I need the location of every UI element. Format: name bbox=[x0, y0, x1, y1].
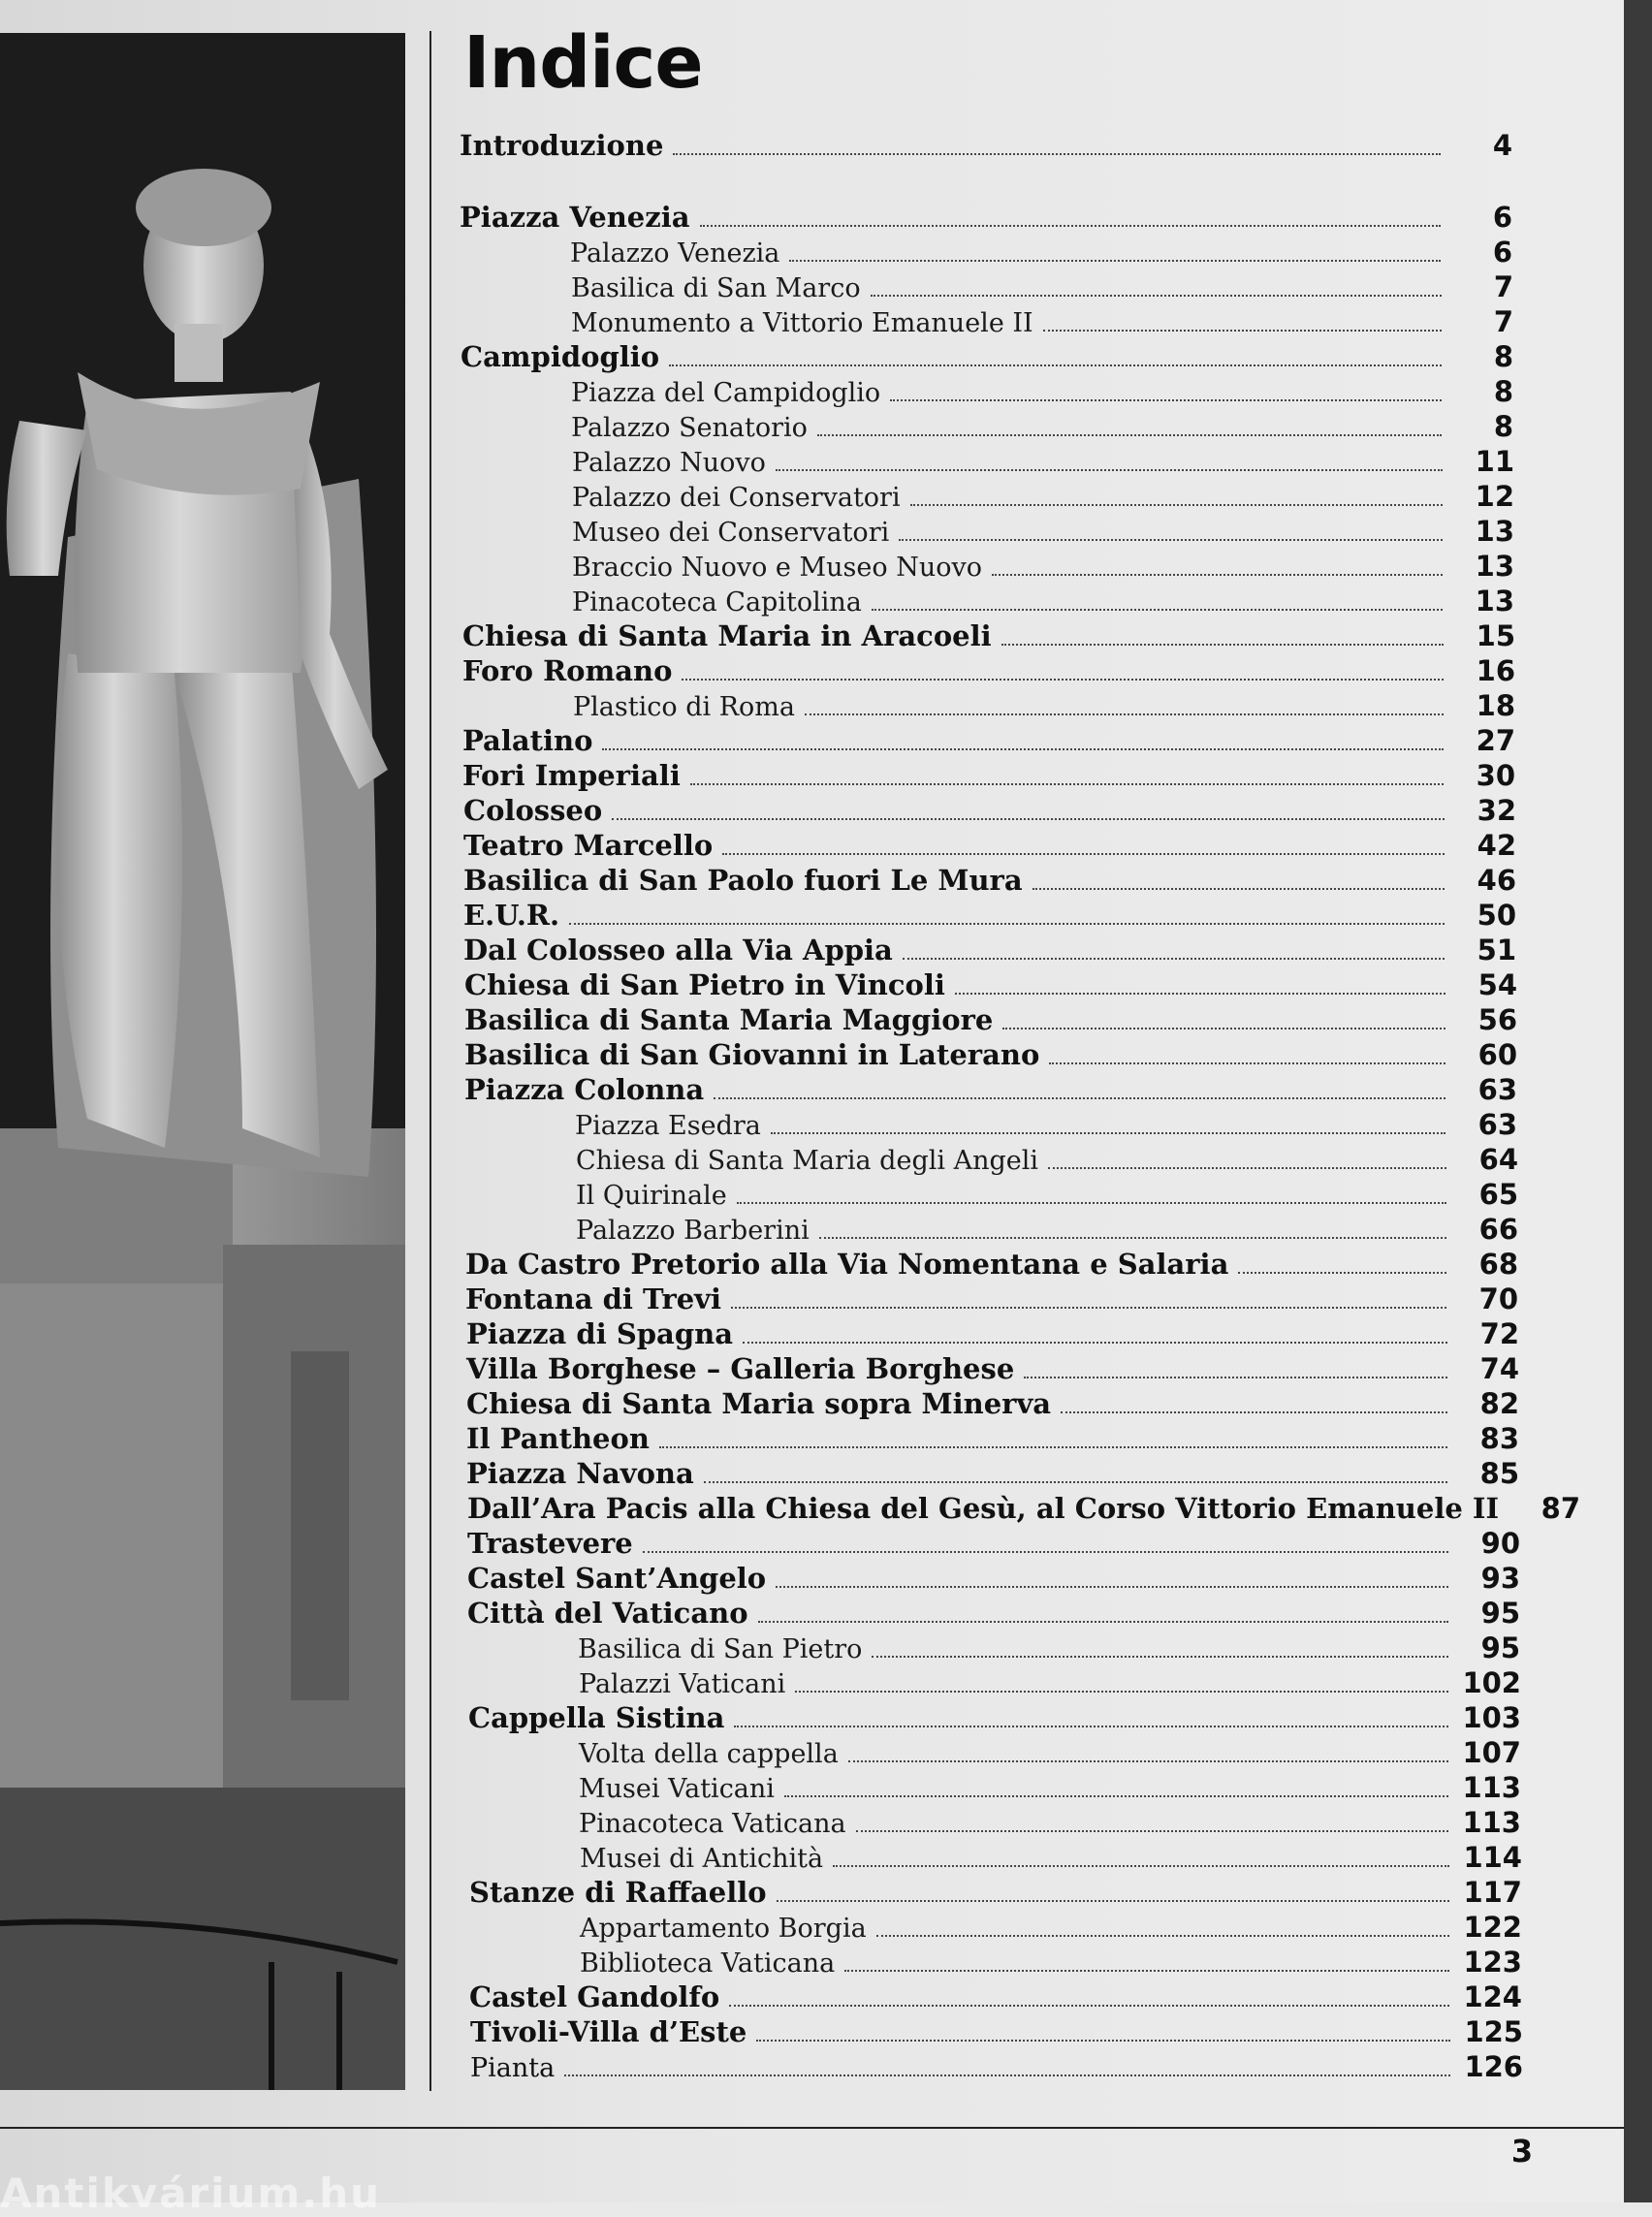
toc-entry[interactable] bbox=[462, 723, 1515, 758]
toc-entry[interactable] bbox=[460, 200, 1512, 235]
toc-entry-title: Dal Colosseo alla Via Appia bbox=[463, 934, 893, 966]
toc-entry[interactable] bbox=[579, 1805, 1521, 1840]
toc-entry[interactable] bbox=[463, 828, 1516, 863]
toc-entry-title: Trastevere bbox=[467, 1527, 633, 1560]
toc-entry-page: 60 bbox=[1477, 1038, 1517, 1071]
toc-entry[interactable] bbox=[466, 1421, 1519, 1456]
toc-entry-title: Fontana di Trevi bbox=[465, 1283, 722, 1315]
toc-entry[interactable] bbox=[576, 1177, 1518, 1212]
dot-leader bbox=[819, 1237, 1446, 1239]
dot-leader bbox=[899, 539, 1443, 541]
toc-entry[interactable] bbox=[465, 1282, 1518, 1316]
toc-entry-title: Piazza Navona bbox=[466, 1457, 694, 1490]
toc-entry-page: 13 bbox=[1475, 550, 1514, 583]
toc-entry[interactable] bbox=[469, 1979, 1522, 2014]
toc-entry-page: 30 bbox=[1476, 759, 1515, 792]
toc-entry-page: 42 bbox=[1477, 829, 1516, 862]
toc-entry-title: Palazzo Nuovo bbox=[572, 448, 766, 478]
toc-entry-page: 13 bbox=[1475, 585, 1514, 618]
toc-entry-page: 7 bbox=[1493, 305, 1513, 338]
toc-entry-title: Plastico di Roma bbox=[573, 692, 795, 722]
toc-entry[interactable] bbox=[464, 1002, 1517, 1037]
toc-entry-page: 68 bbox=[1478, 1248, 1518, 1281]
toc-entry-page: 4 bbox=[1492, 129, 1512, 162]
toc-entry-page: 65 bbox=[1478, 1178, 1518, 1211]
toc-entry[interactable] bbox=[467, 1526, 1520, 1561]
toc-entry[interactable] bbox=[572, 584, 1514, 618]
dot-leader bbox=[731, 1307, 1446, 1309]
toc-entry-title: Piazza Colonna bbox=[464, 1073, 705, 1106]
toc-entry[interactable] bbox=[571, 409, 1513, 444]
toc-entry-title: E.U.R. bbox=[463, 899, 560, 932]
toc-entry[interactable] bbox=[576, 1142, 1518, 1177]
dot-leader bbox=[789, 260, 1441, 262]
toc-entry[interactable] bbox=[462, 758, 1515, 793]
toc-entry-title: Foro Romano bbox=[462, 654, 673, 687]
dot-leader bbox=[643, 1551, 1448, 1553]
toc-entry-page: 85 bbox=[1479, 1457, 1519, 1490]
dot-leader bbox=[659, 1446, 1447, 1448]
toc-entry[interactable] bbox=[572, 514, 1514, 549]
toc-entry-title: Musei di Antichità bbox=[580, 1844, 824, 1874]
toc-entry[interactable] bbox=[575, 1107, 1517, 1142]
dot-leader bbox=[682, 679, 1444, 681]
dot-leader bbox=[564, 2074, 1450, 2076]
toc-entry-title: Chiesa di Santa Maria degli Angeli bbox=[576, 1146, 1038, 1176]
dot-leader bbox=[758, 1621, 1448, 1623]
toc-entry[interactable] bbox=[462, 653, 1515, 688]
toc-entry-page: 51 bbox=[1477, 934, 1516, 966]
dot-leader bbox=[1001, 644, 1444, 646]
toc-entry-page: 72 bbox=[1479, 1317, 1519, 1350]
toc-entry-title: Il Quirinale bbox=[576, 1181, 727, 1211]
dot-leader bbox=[714, 1097, 1446, 1099]
dot-leader bbox=[1043, 330, 1442, 332]
toc-entry[interactable] bbox=[578, 1631, 1520, 1665]
toc-entry-title: Basilica di Santa Maria Maggiore bbox=[464, 1003, 994, 1036]
dot-leader bbox=[833, 1865, 1449, 1867]
toc-entry-title: Appartamento Borgia bbox=[580, 1914, 867, 1944]
toc-entry-title: Cappella Sistina bbox=[468, 1701, 725, 1734]
dot-leader bbox=[817, 434, 1442, 436]
dot-leader bbox=[776, 469, 1443, 471]
dot-leader bbox=[737, 1202, 1446, 1204]
dot-leader bbox=[1032, 888, 1445, 890]
toc-entry-title: Piazza del Campidoglio bbox=[571, 378, 881, 408]
toc-entry[interactable] bbox=[461, 339, 1513, 374]
toc-entry-title: Volta della cappella bbox=[579, 1739, 839, 1769]
toc-entry-title: Colosseo bbox=[463, 794, 603, 827]
toc-entry-page: 18 bbox=[1476, 689, 1515, 722]
toc-entry-page: 83 bbox=[1479, 1422, 1519, 1455]
dot-leader bbox=[805, 713, 1444, 715]
toc-entry[interactable] bbox=[572, 479, 1514, 514]
toc-entry[interactable] bbox=[463, 898, 1516, 933]
dot-leader bbox=[872, 1656, 1448, 1658]
toc-entry-title: Basilica di San Pietro bbox=[578, 1634, 863, 1664]
dot-leader bbox=[872, 609, 1443, 611]
page-edge bbox=[1624, 0, 1652, 2202]
toc-entry-page: 103 bbox=[1462, 1701, 1521, 1734]
toc-entry-title: Castel Sant’Angelo bbox=[467, 1562, 767, 1595]
toc-entry[interactable] bbox=[579, 1665, 1521, 1700]
toc-entry-page: 32 bbox=[1477, 794, 1516, 827]
toc-entry-page: 46 bbox=[1477, 864, 1516, 897]
dot-leader bbox=[910, 504, 1443, 506]
dot-leader bbox=[784, 1795, 1449, 1797]
dot-leader bbox=[856, 1830, 1449, 1832]
toc-entry[interactable] bbox=[466, 1386, 1519, 1421]
toc-entry-title: Basilica di San Paolo fuori Le Mura bbox=[463, 864, 1023, 897]
toc-entry-page: 117 bbox=[1463, 1876, 1522, 1909]
toc-entry-title: Chiesa di Santa Maria sopra Minerva bbox=[466, 1387, 1052, 1420]
toc-entry-page: 27 bbox=[1476, 724, 1515, 757]
dot-leader bbox=[722, 853, 1445, 855]
toc-entry[interactable] bbox=[571, 269, 1513, 304]
toc-entry-page: 114 bbox=[1463, 1841, 1522, 1874]
toc-entry-title: Palazzi Vaticani bbox=[579, 1669, 786, 1699]
toc-entry-page: 64 bbox=[1478, 1143, 1518, 1176]
toc-entry[interactable] bbox=[464, 1037, 1517, 1072]
toc-entry-page: 113 bbox=[1462, 1771, 1521, 1804]
toc-entry-page: 11 bbox=[1475, 445, 1514, 478]
dot-leader bbox=[756, 2040, 1450, 2042]
toc-entry-title: Musei Vaticani bbox=[579, 1774, 775, 1804]
toc-entry-title: Piazza Esedra bbox=[575, 1111, 761, 1141]
toc-entry[interactable] bbox=[463, 863, 1516, 898]
toc-entry[interactable] bbox=[572, 549, 1514, 584]
toc-entry-title: Pinacoteca Capitolina bbox=[572, 587, 862, 618]
dot-leader bbox=[1048, 1167, 1446, 1169]
toc-entry[interactable] bbox=[579, 1770, 1521, 1805]
toc-entry[interactable] bbox=[570, 235, 1512, 269]
page-title: Indice bbox=[463, 21, 703, 105]
dot-leader bbox=[1061, 1411, 1447, 1413]
dot-leader bbox=[569, 923, 1445, 925]
toc-entry[interactable] bbox=[467, 1596, 1520, 1631]
toc-entry-page: 124 bbox=[1463, 1980, 1522, 2013]
toc-entry-page: 93 bbox=[1480, 1562, 1520, 1595]
toc-entry-page: 8 bbox=[1493, 340, 1513, 373]
toc-entry-page: 7 bbox=[1493, 270, 1513, 303]
dot-leader bbox=[844, 1970, 1449, 1972]
toc-entry[interactable] bbox=[464, 967, 1517, 1002]
dot-leader bbox=[1002, 1028, 1446, 1029]
toc-entry-title: Palazzo Venezia bbox=[570, 238, 780, 269]
toc-entry[interactable] bbox=[465, 1247, 1518, 1282]
toc-entry[interactable] bbox=[464, 1072, 1517, 1107]
toc-entry[interactable] bbox=[466, 1316, 1519, 1351]
toc-entry-page: 107 bbox=[1462, 1736, 1521, 1769]
toc-entry[interactable] bbox=[467, 1491, 1581, 1526]
toc-entry-page: 63 bbox=[1477, 1073, 1517, 1106]
dot-leader bbox=[771, 1132, 1446, 1134]
toc-entry-page: 63 bbox=[1477, 1108, 1517, 1141]
toc-entry-title: Pianta bbox=[470, 2053, 556, 2083]
toc-entry-title: Piazza di Spagna bbox=[466, 1317, 733, 1350]
toc-entry[interactable] bbox=[571, 304, 1513, 339]
toc-entry-page: 123 bbox=[1463, 1946, 1522, 1979]
dot-leader bbox=[704, 1481, 1447, 1483]
toc-entry[interactable] bbox=[571, 374, 1513, 409]
toc-entry-title: Villa Borghese – Galleria Borghese bbox=[466, 1352, 1015, 1385]
toc-entry-title: Pinacoteca Vaticana bbox=[579, 1809, 846, 1839]
toc-entry-title: Monumento a Vittorio Emanuele II bbox=[571, 308, 1033, 338]
dot-leader bbox=[871, 295, 1442, 297]
dot-leader bbox=[700, 225, 1441, 227]
toc-entry-page: 102 bbox=[1462, 1666, 1521, 1699]
toc-entry-page: 70 bbox=[1478, 1283, 1518, 1315]
toc-entry[interactable] bbox=[463, 933, 1516, 967]
dot-leader bbox=[992, 574, 1443, 576]
toc-entry[interactable] bbox=[470, 2014, 1523, 2049]
toc-entry-title: Tivoli-Villa d’Este bbox=[470, 2015, 747, 2048]
toc-entry-page: 15 bbox=[1476, 619, 1515, 652]
toc-entry-page: 126 bbox=[1464, 2050, 1523, 2083]
toc-entry-page: 82 bbox=[1479, 1387, 1519, 1420]
toc-entry-title: Il Pantheon bbox=[466, 1422, 650, 1455]
toc-entry-title: Palatino bbox=[462, 724, 593, 757]
toc-entry[interactable] bbox=[466, 1351, 1519, 1386]
dot-leader bbox=[890, 399, 1442, 401]
toc-entry-page: 8 bbox=[1493, 375, 1513, 408]
toc-entry[interactable] bbox=[572, 444, 1514, 479]
dot-leader bbox=[1024, 1377, 1447, 1378]
dot-leader bbox=[1049, 1062, 1446, 1064]
dot-leader bbox=[612, 818, 1445, 820]
toc-entry-title: Piazza Venezia bbox=[460, 201, 690, 234]
dot-leader bbox=[1238, 1272, 1446, 1274]
toc-entry[interactable] bbox=[469, 1875, 1522, 1910]
toc-entry[interactable] bbox=[579, 1735, 1521, 1770]
toc-entry-page: 90 bbox=[1480, 1527, 1520, 1560]
watermark: Antikvárium.hu bbox=[0, 2169, 382, 2217]
dot-leader bbox=[955, 993, 1446, 995]
toc-entry-title: Basilica di San Giovanni in Laterano bbox=[464, 1038, 1040, 1071]
toc-entry-page: 56 bbox=[1477, 1003, 1517, 1036]
dot-leader bbox=[673, 153, 1441, 155]
toc-entry-page: 95 bbox=[1480, 1631, 1520, 1664]
toc-entry-page: 6 bbox=[1492, 201, 1512, 234]
toc-entry-title: Palazzo Barberini bbox=[576, 1216, 810, 1246]
page-number: 3 bbox=[1510, 2133, 1534, 2169]
dot-leader bbox=[729, 2005, 1449, 2007]
toc-entry[interactable] bbox=[467, 1561, 1520, 1596]
toc-entry-title: Chiesa di San Pietro in Vincoli bbox=[464, 968, 945, 1001]
dot-leader bbox=[602, 748, 1444, 750]
toc-entry[interactable] bbox=[470, 2049, 1523, 2084]
toc-entry-title: Braccio Nuovo e Museo Nuovo bbox=[572, 553, 982, 583]
toc-entry[interactable] bbox=[580, 1910, 1522, 1945]
toc-entry-page: 8 bbox=[1493, 410, 1513, 443]
dot-leader bbox=[848, 1760, 1449, 1762]
toc-entry-page: 95 bbox=[1480, 1597, 1520, 1630]
toc-entry-page: 66 bbox=[1478, 1213, 1518, 1246]
dot-leader bbox=[734, 1726, 1448, 1727]
toc-entry-page: 87 bbox=[1541, 1492, 1581, 1525]
toc-entry-title: Teatro Marcello bbox=[463, 829, 714, 862]
toc-entry-page: 122 bbox=[1463, 1911, 1522, 1944]
toc-entry-page: 13 bbox=[1475, 515, 1514, 548]
toc-entry-title: Palazzo Senatorio bbox=[571, 413, 808, 443]
toc-entry-page: 50 bbox=[1477, 899, 1516, 932]
toc-entry-page: 12 bbox=[1475, 480, 1514, 513]
dot-leader bbox=[743, 1342, 1447, 1344]
bottom-rule bbox=[0, 2127, 1624, 2129]
dot-leader bbox=[795, 1691, 1448, 1693]
toc-entry-page: 6 bbox=[1492, 236, 1512, 269]
dot-leader bbox=[776, 1586, 1448, 1588]
toc-entry-title: Città del Vaticano bbox=[467, 1597, 748, 1630]
toc-entry[interactable] bbox=[580, 1945, 1522, 1979]
toc-entry-title: Castel Gandolfo bbox=[469, 1980, 720, 2013]
toc-entry-title: Chiesa di Santa Maria in Aracoeli bbox=[462, 619, 992, 652]
toc-entry[interactable] bbox=[576, 1212, 1518, 1247]
toc-entry[interactable] bbox=[468, 1700, 1521, 1735]
toc-entry-title: Basilica di San Marco bbox=[571, 273, 861, 303]
toc-entry[interactable] bbox=[573, 688, 1515, 723]
toc-entry[interactable] bbox=[580, 1840, 1522, 1875]
toc-entry-title: Stanze di Raffaello bbox=[469, 1876, 767, 1909]
dot-leader bbox=[777, 1900, 1450, 1902]
dot-leader bbox=[903, 958, 1445, 960]
dot-leader bbox=[876, 1935, 1450, 1937]
toc-entry[interactable] bbox=[462, 618, 1515, 653]
dot-leader bbox=[669, 364, 1442, 366]
toc-entry-title: Biblioteca Vaticana bbox=[580, 1948, 836, 1979]
toc-entry-page: 54 bbox=[1477, 968, 1517, 1001]
toc-entry-title: Campidoglio bbox=[461, 340, 660, 373]
toc-entry-title: Introduzione bbox=[460, 129, 664, 162]
toc-entry-page: 125 bbox=[1464, 2015, 1523, 2048]
toc-entry-title: Palazzo dei Conservatori bbox=[572, 483, 901, 513]
toc-entry-page: 74 bbox=[1479, 1352, 1519, 1385]
toc-entry-title: Dall’Ara Pacis alla Chiesa del Gesù, al Corso Vittorio Emanuele II bbox=[467, 1492, 1500, 1525]
toc-entry[interactable] bbox=[463, 793, 1516, 828]
toc-entry-title: Da Castro Pretorio alla Via Nomentana e Salaria bbox=[465, 1248, 1229, 1281]
toc-entry-title: Fori Imperiali bbox=[462, 759, 681, 792]
toc-entry[interactable] bbox=[466, 1456, 1519, 1491]
toc-entry-page: 113 bbox=[1462, 1806, 1521, 1839]
toc-entry-page: 16 bbox=[1476, 654, 1515, 687]
toc-entry[interactable] bbox=[460, 128, 1512, 163]
dot-leader bbox=[690, 783, 1444, 785]
toc-entry-title: Museo dei Conservatori bbox=[572, 518, 890, 548]
